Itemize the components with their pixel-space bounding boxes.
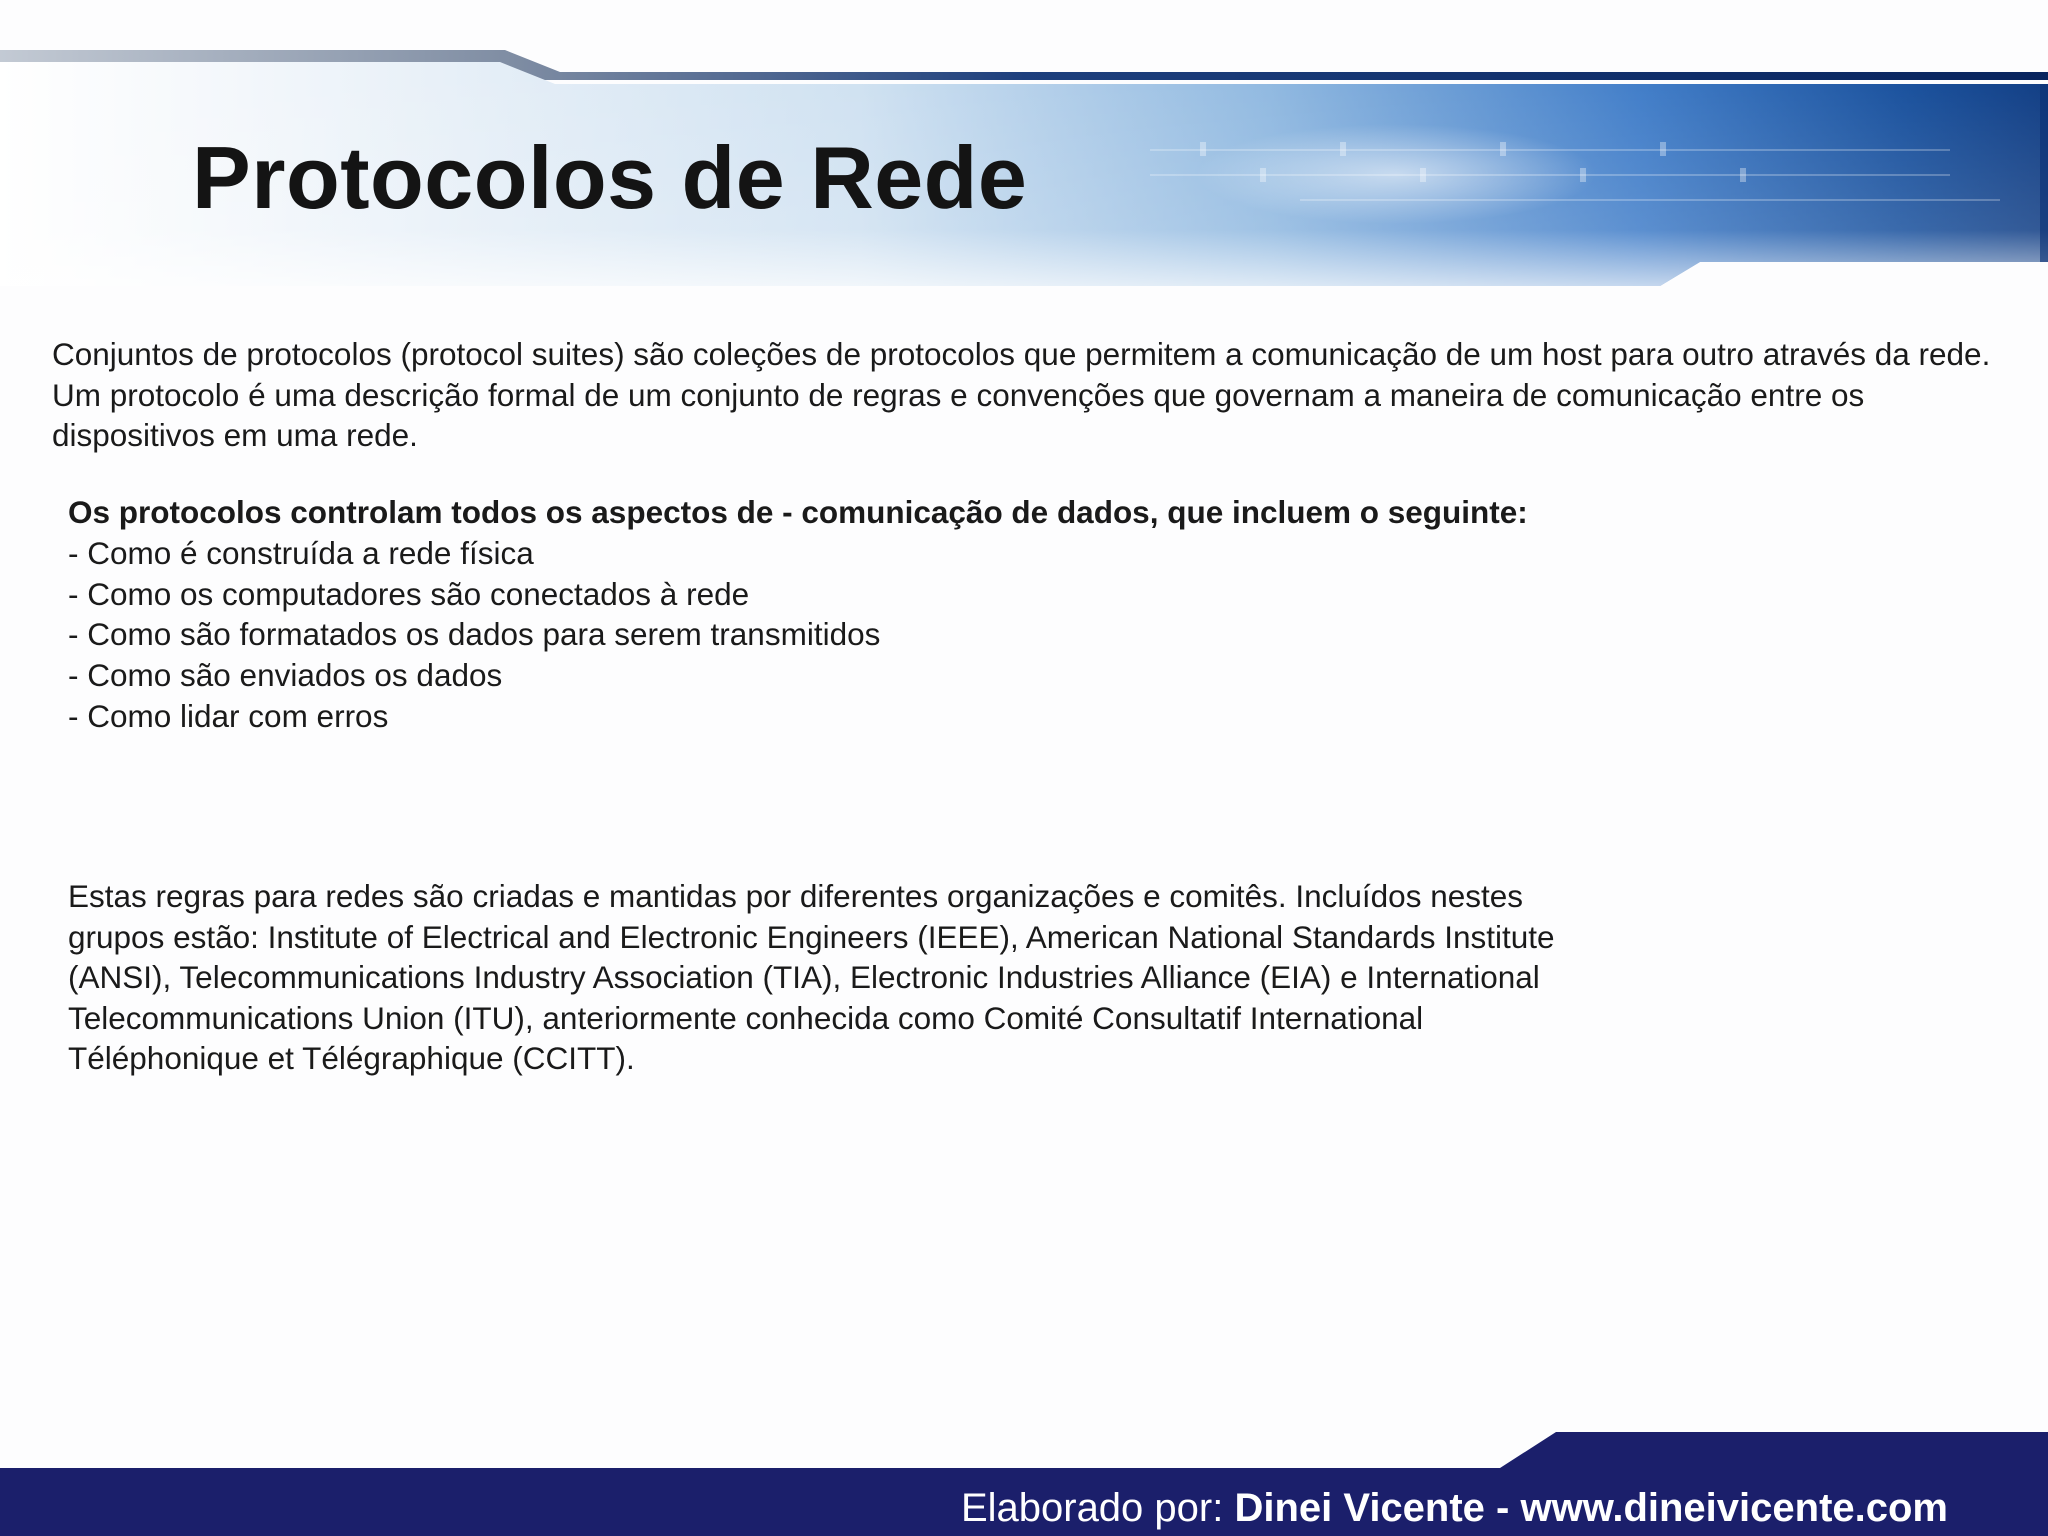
aspects-section bbox=[68, 492, 1968, 737]
intro-paragraph: Conjuntos de protocolos (protocol suites) são coleções de protocolos que permitem a comunicação de um host para outro através da rede. Um protocolo é uma descrição formal de um conjunto de regras e convenções que governam a maneira de comunicação entre os dispositivos em uma rede. bbox=[52, 336, 1991, 453]
footer-author: Dinei Vicente - bbox=[1234, 1486, 1521, 1530]
organizations-paragraph: Estas regras para redes são criadas e mantidas por diferentes organizações e comitês. Incluídos nestes grupos estão: Institute of Electrical and Electronic Engineers (IEEE), American National Standards Institute (ANSI), Telecommunications Industry Association (TIA), Electronic Industries Alliance (EIA) e International Telecommunications Union (ITU), anteriormente conhecida como Comité Consultatif International Téléphonique et Télégraphique (CCITT). bbox=[68, 878, 1555, 1077]
page-title: Protocolos de Rede bbox=[192, 128, 1028, 227]
list-item: - Como são enviados os dados bbox=[68, 657, 503, 694]
aspects-heading: Os protocolos controlam todos os aspectos de - comunicação de dados, que incluem o seguinte: bbox=[68, 494, 1528, 530]
list-item: - Como é construída a rede física bbox=[68, 534, 534, 571]
aspects-list bbox=[68, 533, 1968, 737]
footer-website-link[interactable]: www.dineivicente.com bbox=[1520, 1486, 1948, 1530]
footer-credit bbox=[961, 1484, 1948, 1532]
list-item: - Como os computadores são conectados à rede bbox=[68, 575, 750, 612]
footer-prefix: Elaborado por: bbox=[960, 1486, 1235, 1530]
list-item: - Como são formatados os dados para serem transmitidos bbox=[68, 616, 881, 653]
list-item: - Como lidar com erros bbox=[68, 697, 389, 734]
